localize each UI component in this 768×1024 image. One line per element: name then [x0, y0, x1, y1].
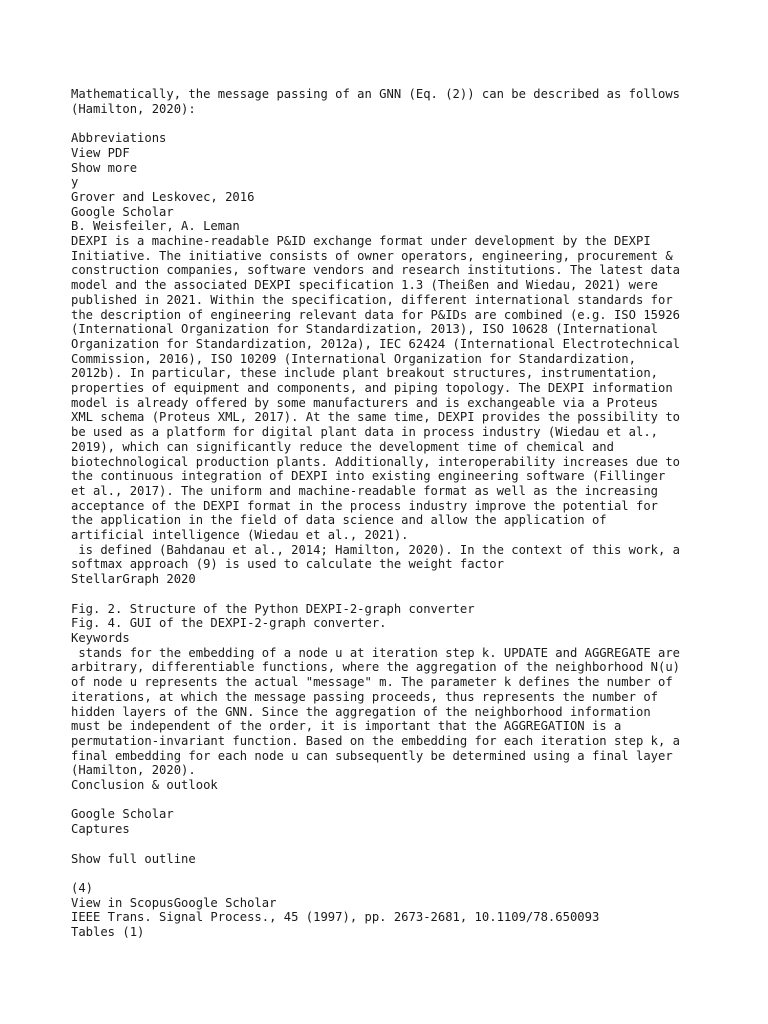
- blank-line: [71, 116, 768, 131]
- text-line: XML schema (Proteus XML, 2017). At the same time, DEXPI provides the possibility to: [71, 410, 681, 425]
- text-line: (Hamilton, 2020).: [71, 763, 196, 778]
- text-line: final embedding for each node u can subsequently be determined using a final layer: [71, 748, 673, 763]
- text-line: must be independent of the order, it is important that the AGGREGATION is a: [71, 719, 622, 734]
- text-line: Commission, 2016), ISO 10209 (International Organization for Standardization,: [71, 351, 636, 366]
- text-line: IEEE Trans. Signal Process., 45 (1997), pp. 2673-2681, 10.1109/78.650093: [71, 910, 600, 925]
- text-link-line[interactable]: View PDF: [71, 145, 130, 160]
- text-line: Grover and Leskovec, 2016: [71, 189, 255, 204]
- text-link-line[interactable]: View in ScopusGoogle Scholar: [71, 895, 277, 910]
- text-line: (4): [71, 880, 94, 895]
- text-block: [71, 87, 768, 940]
- text-link-line[interactable]: Google Scholar: [71, 807, 174, 822]
- text-line: is defined (Bahdanau et al., 2014; Hamilton, 2020). In the context of this work, a: [71, 542, 681, 557]
- text-line: the description of engineering relevant data for P&IDs are combined (e.g. ISO 15926: [71, 307, 681, 322]
- text-line: properties of equipment and components, and piping topology. The DEXPI information: [71, 381, 673, 396]
- blank-line: [71, 866, 768, 881]
- text-link-line[interactable]: Tables (1): [71, 925, 145, 939]
- text-line: the application in the field of data science and allow the application of: [71, 513, 607, 528]
- text-line: the continuous integration of DEXPI into existing engineering software (Fillinger: [71, 469, 666, 484]
- text-link-line[interactable]: Google Scholar: [71, 204, 174, 219]
- text-line: Organization for Standardization, 2012a), IEC 62424 (International Electrotechnical: [71, 336, 681, 351]
- text-line: et al., 2017). The uniform and machine-readable format as well as the increasing: [71, 483, 658, 498]
- text-line: Fig. 2. Structure of the Python DEXPI-2-graph converter: [71, 601, 475, 616]
- text-line: (International Organization for Standardization, 2013), ISO 10628 (International: [71, 322, 658, 337]
- text-line: Fig. 4. GUI of the DEXPI-2-graph converter.: [71, 616, 387, 631]
- text-line: model and the associated DEXPI specification 1.3 (Theißen and Wiedau, 2021) were: [71, 278, 658, 293]
- text-line: iterations, at which the message passing proceeds, thus represents the number of: [71, 689, 658, 704]
- text-line: DEXPI is a machine-readable P&ID exchange format under development by the DEXPI: [71, 234, 651, 249]
- text-line: Initiative. The initiative consists of owner operators, engineering, procurement &: [71, 248, 673, 263]
- text-line: artificial intelligence (Wiedau et al., 2021).: [71, 528, 409, 543]
- text-line: construction companies, software vendors and research institutions. The latest data: [71, 263, 681, 278]
- text-line: hidden layers of the GNN. Since the aggregation of the neighborhood information: [71, 704, 651, 719]
- text-line: 2012b). In particular, these include plant breakout structures, instrumentation,: [71, 366, 658, 381]
- text-line: stands for the embedding of a node u at iteration step k. UPDATE and AGGREGATE are: [71, 645, 681, 660]
- text-line: be used as a platform for digital plant data in process industry (Wiedau et al.,: [71, 425, 658, 440]
- text-line: softmax approach (9) is used to calculate the weight factor: [71, 557, 504, 572]
- text-line: permutation-invariant function. Based on the embedding for each iteration step k, a: [71, 733, 681, 748]
- blank-line: [71, 793, 768, 808]
- text-line: (Hamilton, 2020):: [71, 101, 196, 116]
- text-line: acceptance of the DEXPI format in the process industry improve the potential for: [71, 498, 658, 513]
- text-line: y: [71, 175, 79, 190]
- text-link-line[interactable]: Show more: [71, 160, 138, 175]
- text-line: 2019), which can significantly reduce the development time of chemical and: [71, 439, 614, 454]
- text-link-line[interactable]: Conclusion & outlook: [71, 778, 218, 793]
- text-link-line[interactable]: Keywords: [71, 630, 130, 645]
- text-line: published in 2021. Within the specification, different international standards for: [71, 292, 673, 307]
- text-line: of node u represents the actual "message" m. The parameter k defines the number of: [71, 675, 673, 690]
- text-line: model is already offered by some manufacturers and is exchangeable via a Proteus: [71, 395, 658, 410]
- text-line: Mathematically, the message passing of an GNN (Eq. (2)) can be described as follows: [71, 87, 681, 101]
- text-line: arbitrary, differentiable functions, where the aggregation of the neighborhood N(u): [71, 660, 681, 675]
- blank-line: [71, 837, 768, 852]
- text-line: StellarGraph 2020: [71, 572, 196, 587]
- text-line: B. Weisfeiler, A. Leman: [71, 219, 240, 234]
- text-link-line[interactable]: Captures: [71, 822, 130, 837]
- blank-line: [71, 587, 768, 602]
- text-link-line[interactable]: Show full outline: [71, 851, 196, 866]
- text-line: biotechnological production plants. Additionally, interoperability increases due to: [71, 454, 681, 469]
- text-link-line[interactable]: Abbreviations: [71, 131, 167, 146]
